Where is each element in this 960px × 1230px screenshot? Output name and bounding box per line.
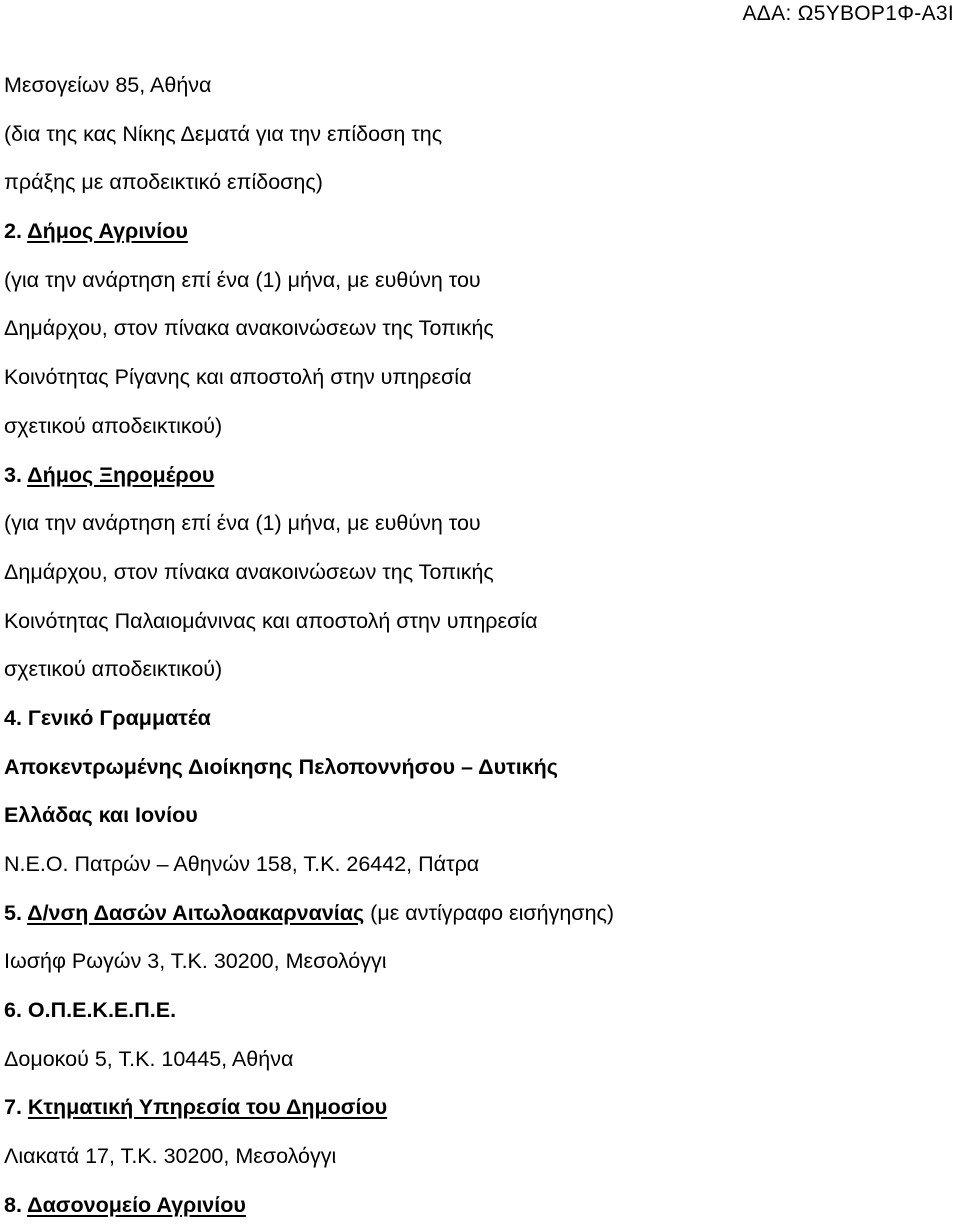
recipient-heading: 6. Ο.Π.Ε.Κ.Ε.Π.Ε.: [4, 998, 177, 1023]
delivery-note-line: (δια της κας Νίκης Δεματά για την επίδοση της: [4, 121, 443, 146]
instruction-line: Δημάρχου, στον πίνακα ανακοινώσεων της Τοπικής: [4, 316, 494, 341]
recipient-number: 8.: [4, 1192, 28, 1217]
recipient-heading: [4, 207, 954, 256]
recipient-heading: [4, 889, 954, 938]
recipient-heading: 4. Γενικό Γραμματέα: [4, 705, 211, 730]
instruction-line: (για την ανάρτηση επί ένα (1) μήνα, με ευθύνη του: [4, 267, 481, 292]
recipient-name: Κτηματική Υπηρεσία του Δημοσίου: [27, 1095, 388, 1120]
recipient-number: 2.: [4, 219, 28, 244]
address-line: Μεσογείων 85, Αθήνα: [4, 73, 212, 97]
recipient-heading: [4, 1083, 954, 1132]
recipient-name: Δασονομείο Αγρινίου: [27, 1192, 246, 1217]
recipient-name: Δήμος Αγρινίου: [27, 219, 188, 244]
recipient-number: 7.: [4, 1095, 28, 1120]
instruction-line: Δημάρχου, στον πίνακα ανακοινώσεων της Τοπικής: [4, 559, 494, 584]
recipient-heading: [4, 1181, 954, 1230]
recipient-note: (με αντίγραφο εισήγησης): [364, 900, 615, 925]
recipient-number: 3.: [4, 462, 28, 487]
recipient-heading: Ελλάδας και Ιονίου: [4, 803, 198, 828]
recipient-number: 5.: [4, 900, 28, 925]
instruction-line: σχετικού αποδεικτικού): [4, 413, 223, 438]
recipient-name: Δ/νση Δασών Αιτωλοακαρνανίας: [27, 900, 365, 925]
instruction-line: (για την ανάρτηση επί ένα (1) μήνα, με ευθύνη του: [4, 511, 481, 536]
recipient-name: Δήμος Ξηρομέρου: [27, 462, 215, 487]
address-line: Δομοκού 5, Τ.Κ. 10445, Αθήνα: [4, 1046, 294, 1071]
instruction-line: Κοινότητας Παλαιομάνινας και αποστολή στην υπηρεσία: [4, 608, 538, 633]
recipient-list: [4, 61, 954, 1230]
recipient-heading: Αποκεντρωμένης Διοίκησης Πελοποννήσου – Δυτικής: [4, 754, 558, 779]
recipient-heading: [4, 451, 954, 500]
instruction-line: Κοινότητας Ρίγανης και αποστολή στην υπηρεσία: [4, 365, 472, 390]
delivery-note-line: πράξης με αποδεικτικό επίδοσης): [4, 170, 323, 195]
address-line: Ιωσήφ Ρωγών 3, Τ.Κ. 30200, Μεσολόγγι: [4, 949, 387, 974]
instruction-line: σχετικού αποδεικτικού): [4, 657, 223, 682]
address-line: Λιακατά 17, Τ.Κ. 30200, Μεσολόγγι: [4, 1144, 337, 1169]
ada-code: ΑΔΑ: Ω5ΥΒΟΡ1Φ-Α3Ι: [742, 2, 954, 25]
address-line: Ν.Ε.Ο. Πατρών – Αθηνών 158, Τ.Κ. 26442, Πάτρα: [4, 852, 480, 876]
